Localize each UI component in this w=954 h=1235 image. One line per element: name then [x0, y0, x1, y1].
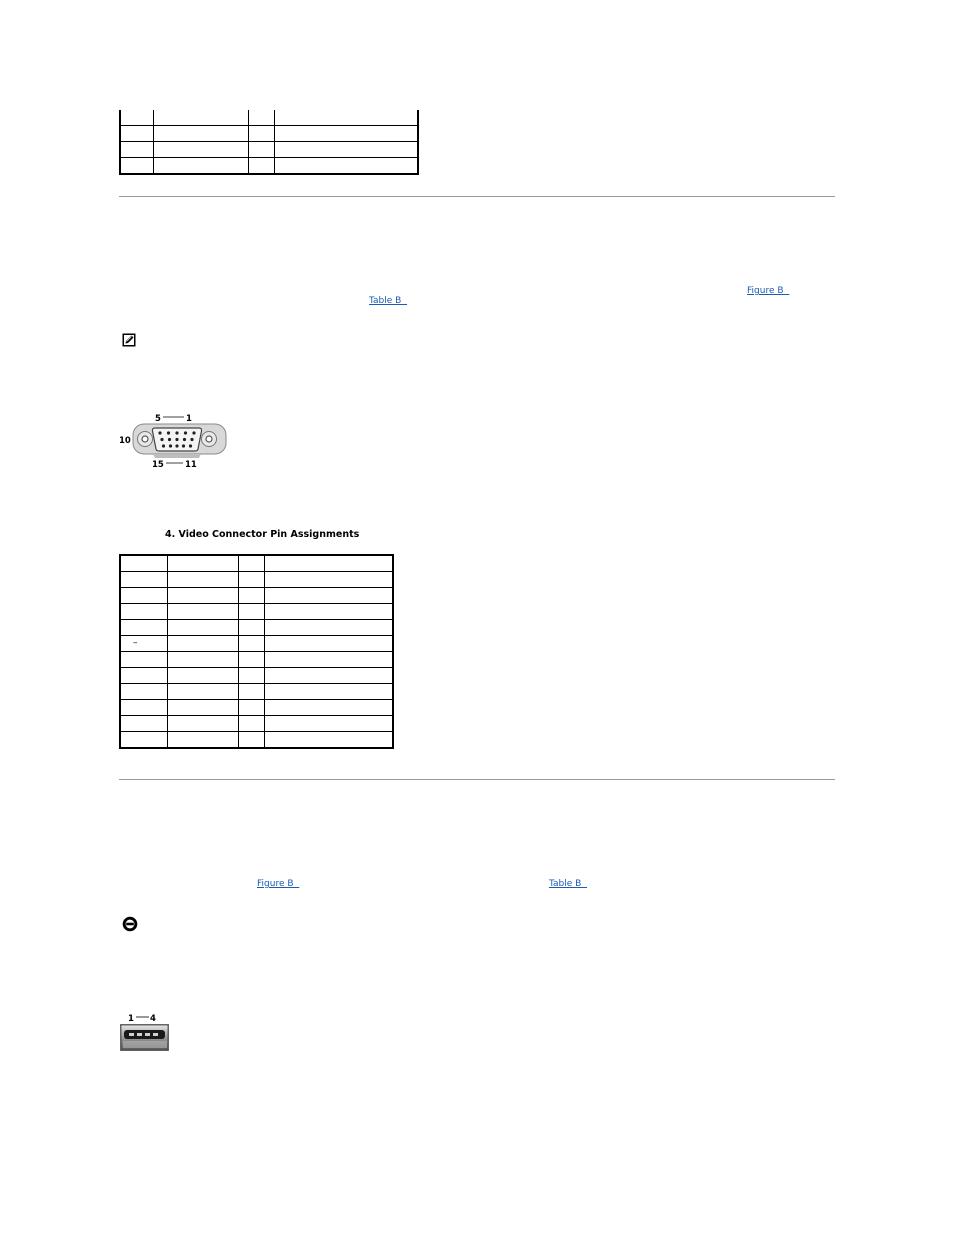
section-divider [119, 779, 835, 780]
vga-label-15: 15 [152, 460, 164, 470]
figure-b-link[interactable]: Figure B [257, 879, 300, 889]
notice-icon [122, 916, 138, 932]
top-pin-table [119, 110, 419, 175]
table-row [120, 652, 393, 668]
section-divider [119, 196, 835, 197]
table-row [120, 604, 393, 620]
table-row [120, 555, 393, 572]
vga-label-1: 1 [186, 414, 192, 424]
table-row [120, 142, 418, 158]
table-row [120, 110, 418, 126]
table-row [120, 572, 393, 588]
table-row [120, 700, 393, 716]
figure-b-link[interactable]: Figure B [747, 286, 790, 296]
table-row [120, 732, 393, 749]
vga-connector-image [117, 410, 229, 472]
usb-label-4: 4 [150, 1014, 156, 1024]
table-row [120, 716, 393, 732]
table-b-link[interactable]: Table B [549, 879, 588, 889]
video-pin-table [119, 554, 394, 749]
table-row [120, 620, 393, 636]
usb-label-1: 1 [128, 1014, 134, 1024]
table-caption: 4. Video Connector Pin Assignments [165, 529, 360, 540]
table-row [120, 158, 418, 175]
table-row [120, 684, 393, 700]
note-pencil-icon [122, 333, 136, 347]
vga-label-11: 11 [185, 460, 197, 470]
table-b-link[interactable]: Table B [369, 296, 408, 306]
table-cell-mark: – [120, 636, 167, 652]
table-row [120, 668, 393, 684]
table-row [120, 126, 418, 142]
vga-label-10: 10 [119, 436, 131, 446]
table-row [120, 636, 393, 652]
usb-connector-image [117, 1011, 173, 1053]
table-row [120, 588, 393, 604]
vga-label-5: 5 [155, 414, 161, 424]
